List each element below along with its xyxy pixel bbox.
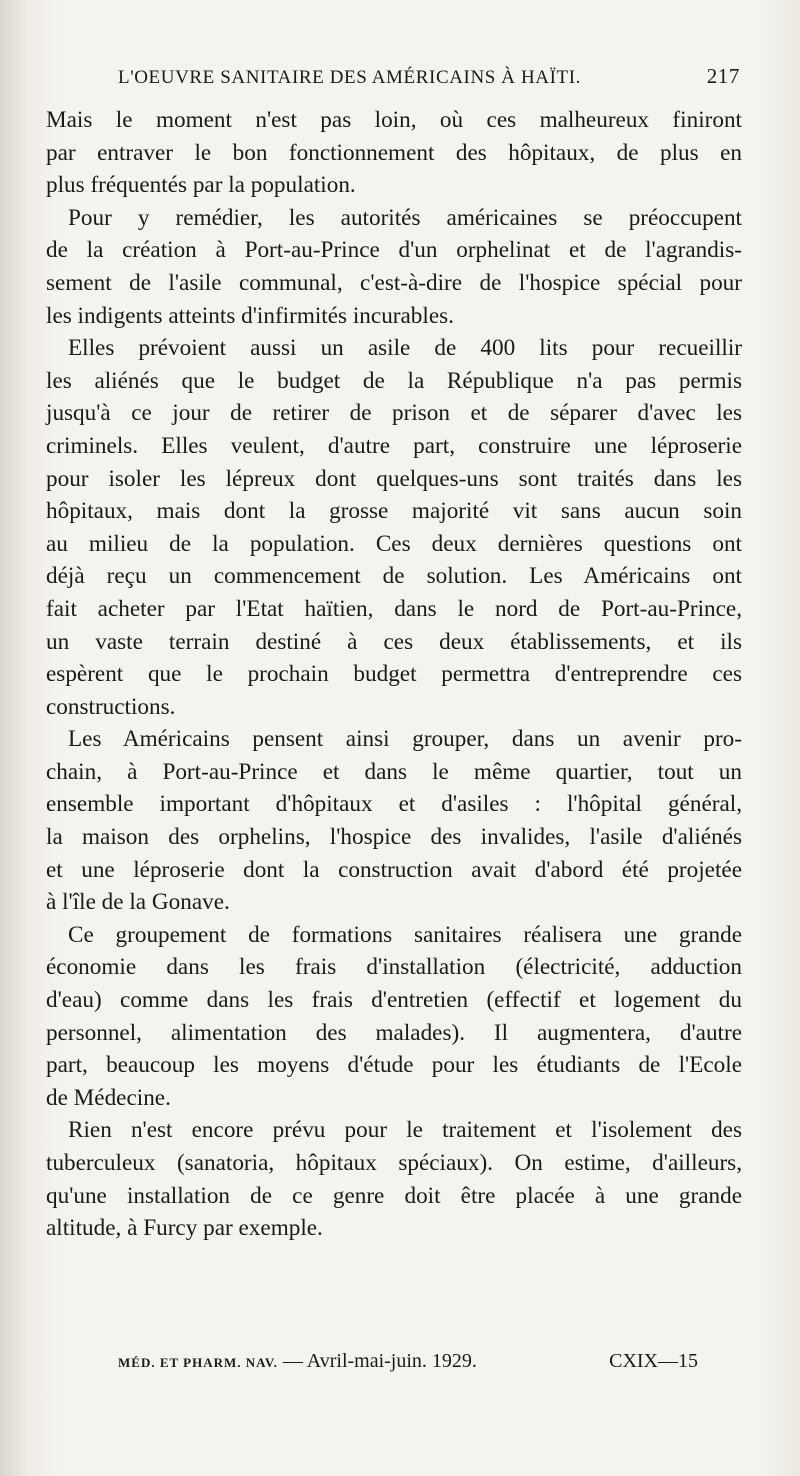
text-line: constructions. <box>46 693 176 720</box>
text-line: déjà reçu un commencement de solution. Les Américains ont <box>46 563 742 590</box>
volume-signature: CXIX—15 <box>609 1350 698 1372</box>
text-line: Les Américains pensent ainsi grouper, dans un avenir pro- <box>68 726 742 753</box>
footer-source <box>118 1350 477 1373</box>
text-line: Elles prévoient aussi un asile de 400 lits pour recueillir <box>68 335 742 362</box>
text-line: Rien n'est encore prévu pour le traitement et l'isolement des <box>68 1117 742 1144</box>
page-number: 217 <box>706 64 740 88</box>
issue-date: Avril-mai-juin. 1929. <box>306 1350 477 1372</box>
text-line: à l'île de la Gonave. <box>46 889 230 916</box>
text-line: qu'une installation de ce genre doit être placée à une grande <box>46 1182 742 1209</box>
text-line: de Médecine. <box>46 1084 171 1111</box>
text-line: espèrent que le prochain budget permettra d'entreprendre ces <box>46 661 742 688</box>
text-line: fait acheter par l'Etat haïtien, dans le nord de Port-au-Prince, <box>46 595 742 622</box>
text-line: Ce groupement de formations sanitaires réalisera une grande <box>68 921 742 948</box>
text-line: d'eau) comme dans les frais d'entretien (effectif et logement du <box>46 987 742 1014</box>
text-line: hôpitaux, mais dont la grosse majorité vit sans aucun soin <box>46 498 742 525</box>
text-line: et une léproserie dont la construction avait d'abord été projetée <box>46 856 742 883</box>
text-line: ensemble important d'hôpitaux et d'asiles : l'hôpital général, <box>46 791 742 818</box>
text-line: Pour y remédier, les autorités américaines se préoccupent <box>68 204 742 231</box>
journal-abbrev: MÉD. ET PHARM. NAV. <box>118 1355 278 1370</box>
text-line: plus fréquentés par la population. <box>46 172 356 199</box>
text-line: Mais le moment n'est pas loin, où ces malheureux finiront <box>46 107 742 133</box>
text-line: les aliénés que le budget de la République n'a pas permis <box>46 367 742 394</box>
text-line: pour isoler les lépreux dont quelques-uns sont traités dans les <box>46 465 742 492</box>
body-text <box>46 104 742 1245</box>
text-line: chain, à Port-au-Prince et dans le même quartier, tout un <box>46 758 742 785</box>
text-line: sement de l'asile communal, c'est-à-dire de l'hospice spécial pour <box>46 269 742 296</box>
text-line: la maison des orphelins, l'hospice des invalides, l'asile d'aliénés <box>46 824 742 851</box>
text-line: jusqu'à ce jour de retirer de prison et de séparer d'avec les <box>46 400 742 427</box>
text-line: un vaste terrain destiné à ces deux établissements, et ils <box>46 628 742 655</box>
page-footer <box>118 1350 698 1373</box>
text-line: criminels. Elles veulent, d'autre part, construire une léproserie <box>46 432 742 459</box>
text-line: par entraver le bon fonctionnement des hôpitaux, de plus en <box>46 139 742 166</box>
text-line: au milieu de la population. Ces deux dernières questions ont <box>46 530 742 557</box>
text-line: tuberculeux (sanatoria, hôpitaux spéciaux). On estime, d'ailleurs, <box>46 1150 742 1176</box>
text-line: les indigents atteints d'infirmités incurables. <box>46 302 454 329</box>
footer-dash: — <box>282 1350 303 1372</box>
text-line: personnel, alimentation des malades). Il augmentera, d'autre <box>46 1019 742 1046</box>
running-title: L'OEUVRE SANITAIRE DES AMÉRICAINS À HAÏTI. <box>118 67 582 88</box>
running-header <box>118 64 740 89</box>
text-line: de la création à Port-au-Prince d'un orphelinat et de l'agrandis- <box>46 237 742 264</box>
text-line: économie dans les frais d'installation (électricité, adduction <box>46 954 742 981</box>
text-line: altitude, à Furcy par exemple. <box>46 1215 323 1242</box>
text-line: part, beaucoup les moyens d'étude pour les étudiants de l'Ecole <box>46 1052 742 1079</box>
